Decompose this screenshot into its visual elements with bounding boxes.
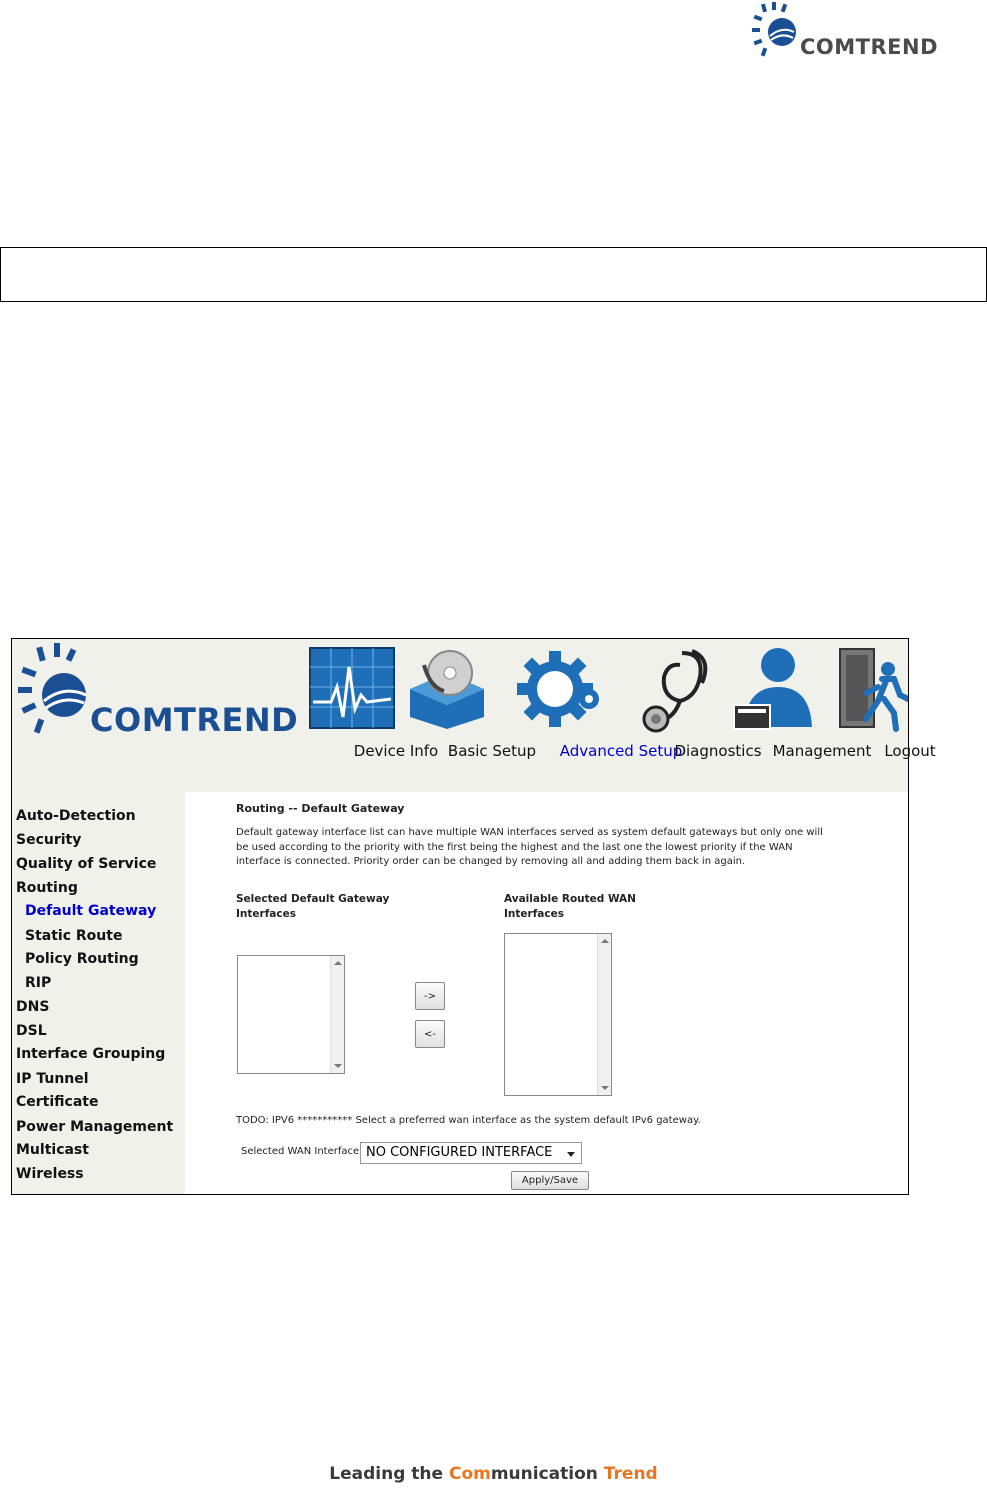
gui-header	[12, 639, 936, 792]
sidebar-item-rip[interactable]: RIP	[25, 975, 52, 991]
selected-interfaces-label: Selected Default Gateway Interfaces	[236, 893, 390, 920]
note-box	[0, 247, 987, 302]
box-disc-icon	[404, 647, 490, 729]
sidebar-item-static-route[interactable]: Static Route	[25, 928, 123, 944]
wan-interface-select[interactable]	[360, 1142, 582, 1164]
sidebar-item-ip-tunnel[interactable]: IP Tunnel	[16, 1071, 89, 1087]
sidebar-item-multicast[interactable]: Multicast	[16, 1142, 89, 1158]
user-laptop-icon	[732, 647, 816, 733]
sidebar-item-dsl[interactable]: DSL	[16, 1023, 47, 1039]
nav-basic-setup[interactable]	[402, 647, 537, 765]
sidebar-item-dns[interactable]: DNS	[16, 999, 50, 1015]
wan-interface-label: Selected WAN Interface	[241, 1146, 360, 1157]
heartbeat-monitor-icon	[309, 647, 395, 729]
slogan-highlight: Com	[448, 1464, 491, 1484]
listbox-scrollbar[interactable]	[330, 956, 344, 1073]
nav-label: Diagnostics	[674, 742, 762, 760]
comtrend-burst-icon	[18, 643, 92, 739]
sidebar-item-interface-grouping[interactable]: Interface Grouping	[16, 1046, 166, 1062]
gui-comtrend-logo	[18, 643, 308, 743]
slogan-part: munication	[490, 1464, 604, 1484]
nav-label: Management	[772, 742, 872, 760]
nav-label: Advanced Setup	[559, 742, 683, 760]
sidebar-item-policy-routing[interactable]: Policy Routing	[25, 951, 139, 967]
gear-icon	[515, 647, 603, 729]
sidebar-item-quality-of-service[interactable]: Quality of Service	[16, 856, 157, 872]
page-description: Default gateway interface list can have multiple WAN interfaces served as system default gateways but only one will be used according to the priority with the first being the highest and the last one the lowest priority if the WAN interface is connected. Priority order can be changed by removing all and adding them back in again.	[236, 827, 823, 867]
ipv6-todo-note: TODO: IPV6 *********** Select a preferred wan interface as the system default IPv6 gateway.	[236, 1115, 701, 1126]
chevron-down-icon	[567, 1152, 575, 1157]
nav-diagnostics[interactable]	[626, 647, 762, 765]
move-left-button[interactable]: <-	[415, 1020, 445, 1048]
sidebar-menu	[12, 792, 185, 1194]
nav-label: Basic Setup	[447, 742, 537, 760]
sidebar-item-wireless[interactable]: Wireless	[16, 1166, 84, 1182]
comtrend-burst-icon	[752, 2, 800, 58]
router-gui-screenshot	[11, 638, 936, 1195]
nav-advanced-setup[interactable]	[497, 647, 683, 765]
move-right-button[interactable]: ->	[415, 982, 445, 1010]
available-interfaces-label: Available Routed WAN Interfaces	[504, 893, 636, 920]
slogan-part: Leading the	[329, 1464, 449, 1484]
scroll-up-icon	[601, 939, 609, 943]
nav-logout[interactable]	[828, 647, 936, 765]
scroll-down-icon	[334, 1064, 342, 1068]
wan-interface-value: NO CONFIGURED INTERFACE	[366, 1145, 553, 1160]
sidebar-item-auto-detection[interactable]: Auto-Detection	[16, 808, 136, 824]
listbox-scrollbar[interactable]	[597, 934, 611, 1095]
page-title: Routing -- Default Gateway	[236, 802, 405, 815]
sidebar-item-certificate[interactable]: Certificate	[16, 1094, 99, 1110]
selected-interfaces-listbox[interactable]	[237, 955, 345, 1074]
exit-door-icon	[838, 647, 908, 733]
slogan-highlight: Trend	[603, 1464, 658, 1484]
available-interfaces-listbox[interactable]	[504, 933, 612, 1096]
footer-slogan	[0, 1464, 987, 1484]
nav-label: Logout	[884, 742, 936, 760]
stethoscope-icon	[634, 647, 710, 733]
sidebar-item-security[interactable]: Security	[16, 832, 82, 848]
comtrend-page-logo	[752, 2, 962, 62]
apply-save-button[interactable]: Apply/Save	[511, 1171, 589, 1190]
nav-management[interactable]	[722, 647, 872, 765]
sidebar-item-power-management[interactable]: Power Management	[16, 1119, 174, 1135]
comtrend-wordmark: COMTREND	[90, 701, 299, 739]
sidebar-item-routing[interactable]: Routing	[16, 880, 78, 896]
comtrend-wordmark: COMTREND	[800, 35, 939, 59]
nav-device-info[interactable]	[306, 647, 439, 765]
nav-label: Device Info	[353, 742, 439, 760]
main-content	[185, 792, 908, 1194]
scroll-up-icon	[334, 961, 342, 965]
scroll-down-icon	[601, 1086, 609, 1090]
sidebar-item-default-gateway[interactable]: Default Gateway	[25, 903, 157, 919]
